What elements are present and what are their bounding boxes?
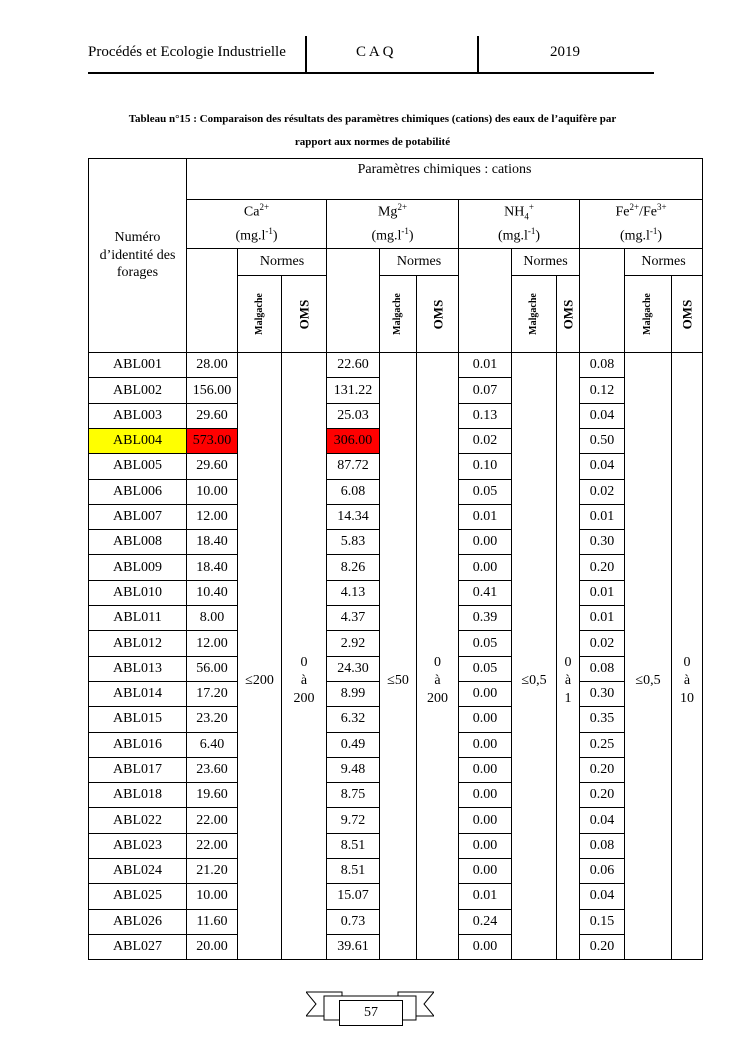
- value-cell-ca: 23.20: [187, 707, 238, 732]
- value-cell-ca: 12.00: [187, 504, 238, 529]
- value-cell-mg: 8.51: [327, 859, 380, 884]
- norm-oms-line: 0: [683, 655, 691, 671]
- value-cell-fe: 0.08: [580, 656, 625, 681]
- value-cell-mg: 4.13: [327, 580, 380, 605]
- forage-id-cell: ABL011: [89, 606, 187, 631]
- value-cell-nh4: 0.00: [459, 555, 512, 580]
- value-cell-mg: 87.72: [327, 454, 380, 479]
- forage-id-cell: ABL002: [89, 378, 187, 403]
- forage-id-cell: ABL013: [89, 656, 187, 681]
- header-left: Procédés et Ecologie Industrielle: [88, 44, 286, 60]
- value-cell-fe: 0.04: [580, 403, 625, 428]
- empty-cell: [459, 249, 512, 353]
- norm-malgache-fe: ≤0,5: [625, 353, 672, 960]
- forage-id-cell: ABL008: [89, 530, 187, 555]
- forage-id-cell: ABL004: [89, 428, 187, 453]
- value-cell-ca: 56.00: [187, 656, 238, 681]
- norm-malgache-nh4: ≤0,5: [512, 353, 557, 960]
- forage-id-cell: ABL010: [89, 580, 187, 605]
- oms-header: OMS: [417, 276, 459, 353]
- header-right: 2019: [550, 44, 580, 60]
- value-cell-ca: 12.00: [187, 631, 238, 656]
- value-cell-mg: 0.49: [327, 732, 380, 757]
- value-cell-ca: 29.60: [187, 403, 238, 428]
- value-cell-mg: 14.34: [327, 504, 380, 529]
- value-cell-fe: 0.20: [580, 934, 625, 959]
- norm-oms-line: à: [564, 673, 572, 689]
- value-cell-ca: 10.00: [187, 479, 238, 504]
- forage-id-cell: ABL012: [89, 631, 187, 656]
- header-divider: [477, 36, 479, 74]
- value-cell-nh4: 0.00: [459, 707, 512, 732]
- group-header: Paramètres chimiques : cations: [187, 159, 703, 200]
- value-cell-ca: 23.60: [187, 757, 238, 782]
- value-cell-mg: 5.83: [327, 530, 380, 555]
- value-cell-mg: 8.51: [327, 833, 380, 858]
- forage-id-cell: ABL007: [89, 504, 187, 529]
- norm-oms-line: 0: [564, 655, 572, 671]
- value-cell-mg: 8.26: [327, 555, 380, 580]
- param-header-ca: $Ca^{2+}$ $(mg.l^{-1})$: [187, 200, 327, 249]
- value-cell-mg: 8.75: [327, 783, 380, 808]
- value-cell-ca: 22.00: [187, 808, 238, 833]
- value-cell-mg: 22.60: [327, 353, 380, 378]
- header-divider: [305, 36, 307, 74]
- forage-id-cell: ABL006: [89, 479, 187, 504]
- malgache-header: Malgache: [380, 276, 417, 353]
- norm-oms-line: à: [300, 673, 308, 689]
- value-cell-fe: 0.08: [580, 833, 625, 858]
- id-header-line: d’identité des: [99, 247, 176, 263]
- id-header-line: Numéro: [114, 230, 161, 246]
- norm-oms-line: 10: [680, 691, 695, 707]
- value-cell-fe: 0.20: [580, 783, 625, 808]
- value-cell-nh4: 0.13: [459, 403, 512, 428]
- norm-oms-ca: [282, 353, 327, 960]
- forage-id-cell: ABL027: [89, 934, 187, 959]
- value-cell-nh4: 0.00: [459, 859, 512, 884]
- normes-header: Normes: [512, 249, 580, 276]
- forage-id-cell: ABL024: [89, 859, 187, 884]
- forage-id-cell: ABL017: [89, 757, 187, 782]
- value-cell-mg: 4.37: [327, 606, 380, 631]
- value-cell-mg: 306.00: [327, 428, 380, 453]
- value-cell-nh4: 0.01: [459, 884, 512, 909]
- norm-malgache-mg: ≤50: [380, 353, 417, 960]
- value-cell-mg: 2.92: [327, 631, 380, 656]
- value-cell-ca: 19.60: [187, 783, 238, 808]
- value-cell-ca: 18.40: [187, 555, 238, 580]
- value-cell-nh4: 0.39: [459, 606, 512, 631]
- forage-id-cell: ABL026: [89, 909, 187, 934]
- id-column-header: [89, 159, 187, 353]
- value-cell-nh4: 0.07: [459, 378, 512, 403]
- empty-cell: [327, 249, 380, 353]
- norm-oms-line: 0: [300, 655, 308, 671]
- norm-oms-fe: [672, 353, 703, 960]
- value-cell-fe: 0.08: [580, 353, 625, 378]
- value-cell-fe: 0.01: [580, 504, 625, 529]
- value-cell-fe: 0.01: [580, 580, 625, 605]
- forage-id-cell: ABL009: [89, 555, 187, 580]
- forage-id-cell: ABL022: [89, 808, 187, 833]
- value-cell-fe: 0.12: [580, 378, 625, 403]
- norm-oms-line: 1: [564, 691, 572, 707]
- malgache-header: Malgache: [238, 276, 282, 353]
- value-cell-nh4: 0.00: [459, 833, 512, 858]
- value-cell-nh4: 0.00: [459, 783, 512, 808]
- value-cell-ca: 18.40: [187, 530, 238, 555]
- value-cell-mg: 8.99: [327, 681, 380, 706]
- norm-oms-line: 0: [434, 655, 441, 671]
- forage-id-cell: ABL015: [89, 707, 187, 732]
- value-cell-fe: 0.01: [580, 606, 625, 631]
- id-header-line: forages: [116, 265, 159, 281]
- forage-id-cell: ABL025: [89, 884, 187, 909]
- norm-oms-line: à: [683, 673, 691, 689]
- param-header-mg: $Mg^{2+}$ $(mg.l^{-1})$: [327, 200, 459, 249]
- value-cell-fe: 0.25: [580, 732, 625, 757]
- value-cell-fe: 0.20: [580, 555, 625, 580]
- value-cell-fe: 0.02: [580, 479, 625, 504]
- value-cell-nh4: 0.05: [459, 479, 512, 504]
- value-cell-ca: 20.00: [187, 934, 238, 959]
- forage-id-cell: ABL003: [89, 403, 187, 428]
- value-cell-nh4: 0.01: [459, 504, 512, 529]
- value-cell-ca: 8.00: [187, 606, 238, 631]
- value-cell-mg: 9.48: [327, 757, 380, 782]
- value-cell-ca: 21.20: [187, 859, 238, 884]
- value-cell-nh4: 0.00: [459, 681, 512, 706]
- empty-cell: [580, 249, 625, 353]
- norm-oms-nh4: [557, 353, 580, 960]
- value-cell-nh4: 0.24: [459, 909, 512, 934]
- value-cell-nh4: 0.00: [459, 732, 512, 757]
- table-caption-line1: Tableau n°15 : Comparaison des résultats des paramètres chimiques (cations) des eaux de l’aquifère par: [128, 113, 617, 125]
- value-cell-mg: 131.22: [327, 378, 380, 403]
- normes-header: Normes: [625, 249, 703, 276]
- table-caption-line2: rapport aux normes de potabilité: [294, 136, 451, 148]
- value-cell-mg: 24.30: [327, 656, 380, 681]
- value-cell-fe: 0.50: [580, 428, 625, 453]
- forage-id-cell: ABL014: [89, 681, 187, 706]
- empty-cell: [187, 249, 238, 353]
- oms-header: OMS: [672, 276, 703, 353]
- value-cell-nh4: 0.00: [459, 757, 512, 782]
- value-cell-fe: 0.15: [580, 909, 625, 934]
- param-header-nh4: $NH_4^+$ $(mg.l^{-1})$: [459, 200, 580, 249]
- oms-header: OMS: [557, 276, 580, 353]
- value-cell-nh4: 0.00: [459, 808, 512, 833]
- value-cell-ca: 10.00: [187, 884, 238, 909]
- value-cell-mg: 6.08: [327, 479, 380, 504]
- value-cell-ca: 29.60: [187, 454, 238, 479]
- value-cell-fe: 0.30: [580, 681, 625, 706]
- malgache-header: Malgache: [512, 276, 557, 353]
- header-center: C A Q: [356, 44, 394, 60]
- value-cell-fe: 0.04: [580, 808, 625, 833]
- value-cell-ca: 11.60: [187, 909, 238, 934]
- value-cell-mg: 6.32: [327, 707, 380, 732]
- value-cell-nh4: 0.10: [459, 454, 512, 479]
- value-cell-fe: 0.02: [580, 631, 625, 656]
- header-rule: [88, 72, 654, 74]
- value-cell-mg: 25.03: [327, 403, 380, 428]
- page-number: 57: [339, 1000, 403, 1026]
- value-cell-ca: 17.20: [187, 681, 238, 706]
- norm-oms-line: 200: [427, 691, 448, 707]
- norm-oms-mg: [417, 353, 459, 960]
- value-cell-nh4: 0.02: [459, 428, 512, 453]
- value-cell-fe: 0.20: [580, 757, 625, 782]
- norm-malgache-ca: ≤200: [238, 353, 282, 960]
- forage-id-cell: ABL018: [89, 783, 187, 808]
- value-cell-fe: 0.35: [580, 707, 625, 732]
- value-cell-fe: 0.04: [580, 454, 625, 479]
- table-row: [89, 353, 703, 378]
- normes-header: Normes: [238, 249, 327, 276]
- forage-id-cell: ABL016: [89, 732, 187, 757]
- value-cell-nh4: 0.05: [459, 656, 512, 681]
- value-cell-nh4: 0.01: [459, 353, 512, 378]
- forage-id-cell: ABL001: [89, 353, 187, 378]
- value-cell-mg: 15.07: [327, 884, 380, 909]
- value-cell-mg: 9.72: [327, 808, 380, 833]
- value-cell-mg: 0.73: [327, 909, 380, 934]
- value-cell-mg: 39.61: [327, 934, 380, 959]
- forage-id-cell: ABL023: [89, 833, 187, 858]
- oms-header: OMS: [282, 276, 327, 353]
- value-cell-ca: 28.00: [187, 353, 238, 378]
- norm-oms-line: à: [434, 673, 441, 689]
- value-cell-fe: 0.30: [580, 530, 625, 555]
- value-cell-ca: 6.40: [187, 732, 238, 757]
- forage-id-cell: ABL005: [89, 454, 187, 479]
- norm-oms-line: 200: [293, 691, 315, 707]
- malgache-header: Malgache: [625, 276, 672, 353]
- value-cell-fe: 0.06: [580, 859, 625, 884]
- value-cell-nh4: 0.41: [459, 580, 512, 605]
- normes-header: Normes: [380, 249, 459, 276]
- cations-table: [88, 158, 703, 960]
- value-cell-nh4: 0.00: [459, 530, 512, 555]
- param-header-fe: $Fe^{2+}/Fe^{3+}$ $(mg.l^{-1})$: [580, 200, 703, 249]
- value-cell-ca: 22.00: [187, 833, 238, 858]
- value-cell-ca: 10.40: [187, 580, 238, 605]
- value-cell-nh4: 0.05: [459, 631, 512, 656]
- value-cell-ca: 156.00: [187, 378, 238, 403]
- value-cell-fe: 0.04: [580, 884, 625, 909]
- value-cell-ca: 573.00: [187, 428, 238, 453]
- value-cell-nh4: 0.00: [459, 934, 512, 959]
